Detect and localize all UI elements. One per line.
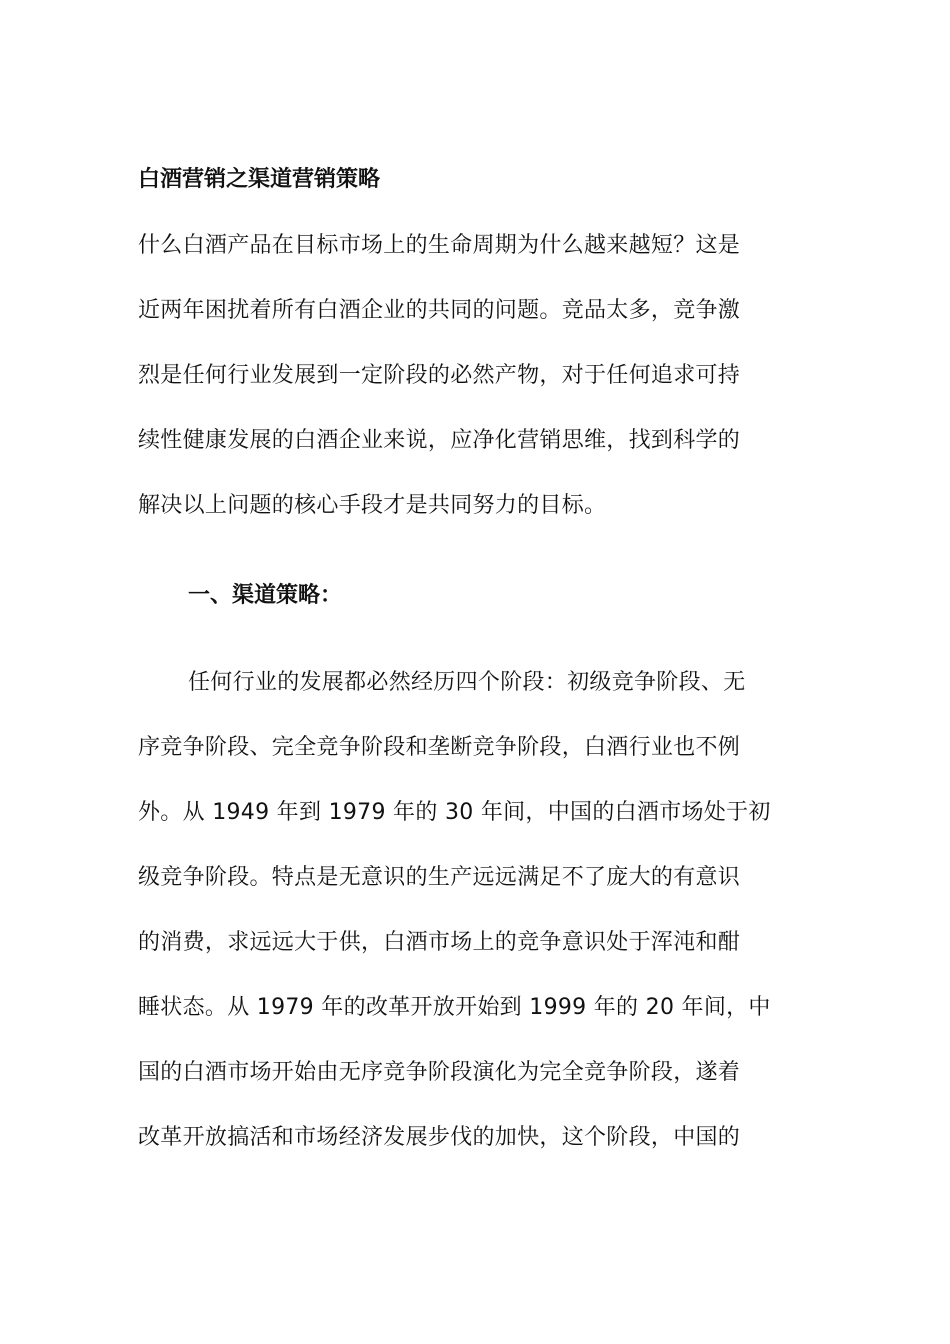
section-line: 序竞争阶段、完全竞争阶段和垄断竞争阶段，白酒行业也不例 bbox=[138, 735, 741, 760]
section-line: 的消费，求远远大于供，白酒市场上的竞争意识处于浑沌和酣 bbox=[138, 930, 741, 955]
document-title: 白酒营销之渠道营销策略 bbox=[138, 167, 381, 192]
section-line: 改革开放搞活和市场经济发展步伐的加快，这个阶段，中国的 bbox=[138, 1125, 741, 1150]
intro-line: 烈是任何行业发展到一定阶段的必然产物，对于任何追求可持 bbox=[138, 363, 741, 388]
section-line: 睡状态。从 1979 年的改革开放开始到 1999 年的 20 年间，中 bbox=[138, 995, 771, 1020]
intro-line: 近两年困扰着所有白酒企业的共同的问题。竞品太多，竞争激 bbox=[138, 298, 741, 323]
section-line: 任何行业的发展都必然经历四个阶段：初级竞争阶段、无 bbox=[188, 670, 746, 695]
section-line: 级竞争阶段。特点是无意识的生产远远满足不了庞大的有意识 bbox=[138, 865, 741, 890]
section-line: 外。从 1949 年到 1979 年的 30 年间，中国的白酒市场处于初 bbox=[138, 800, 771, 825]
intro-line: 解决以上问题的核心手段才是共同努力的目标。 bbox=[138, 493, 607, 518]
section-line: 国的白酒市场开始由无序竞争阶段演化为完全竞争阶段，遂着 bbox=[138, 1060, 741, 1085]
intro-line: 续性健康发展的白酒企业来说，应净化营销思维，找到科学的 bbox=[138, 428, 741, 453]
intro-line: 什么白酒产品在目标市场上的生命周期为什么越来越短？这是 bbox=[138, 233, 741, 258]
section-heading: 一、渠道策略： bbox=[188, 583, 343, 608]
